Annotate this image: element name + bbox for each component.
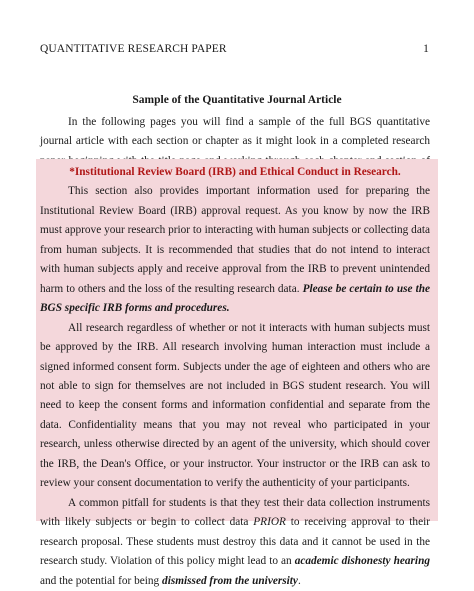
irb-paragraph-1-text: This section also provides important information used for preparing the Institutional Review Board (IRB) approval request. As you know by now the IRB must approve your research prior to interacting with human subjects or collecting data from human subjects. It is recommended that studies that do not intend to interact with human subjects apply and receive approval from the IRB to prevent unintended harm to others and the loss of the resulting research data. xyxy=(40,185,430,295)
page-number: 1 xyxy=(423,43,429,55)
irb-section xyxy=(40,163,430,591)
irb-heading: *Institutional Review Board (IRB) and Ethical Conduct in Research. xyxy=(69,166,401,178)
irb-paragraph-3-text-b: to receiving approval to their research proposal. These students must destroy this data and it cannot be used in the research study. Violation of this policy might lead to an xyxy=(40,516,430,568)
irb-paragraph-2: All research regardless of whether or not it interacts with human subjects must be approved by the IRB. All research involving human interaction must include a signed informed consent form. Subjects under the age of eighteen and others who are not able to sign for themselves are not included in BGS student research. You will need to keep the consent forms and information confidential and separate from the data. Confidentiality means that you may not reveal who participated in your research, unless otherwise directed by an agent of the university, which should cover the IRB, the Dean's Office, or your instructor. Your instructor or the IRB can ask to review your consent documentation to verify the authenticity of your participants. xyxy=(40,321,430,490)
dismissed-emphasis: dismissed from the university xyxy=(162,574,298,587)
irb-paragraph-1 xyxy=(40,182,430,318)
running-head-title: QUANTITATIVE RESEARCH PAPER xyxy=(40,43,227,55)
irb-paragraph-3 xyxy=(40,494,430,591)
intro-paragraph: In the following pages you will find a sample of the full BGS quantitative journal article with each section or chapter as it might look in a completed research xyxy=(40,116,430,148)
irb-paragraph-3-text-c: and the potential for being xyxy=(40,574,163,587)
article-title: Sample of the Quantitative Journal Article xyxy=(132,94,342,106)
hearing-emphasis: academic dishonesty hearing xyxy=(294,555,430,568)
running-header xyxy=(40,43,434,55)
prior-emphasis: PRIOR xyxy=(253,516,286,529)
irb-forms-emphasis: Please be certain to use the BGS specific IRB forms and procedures. xyxy=(40,282,430,315)
irb-paragraph-3-text-a: A common pitfall for students is that they test their data collection instruments with likely subjects or begin to collect data xyxy=(40,496,430,529)
irb-paragraph-3-end: . xyxy=(297,574,301,587)
